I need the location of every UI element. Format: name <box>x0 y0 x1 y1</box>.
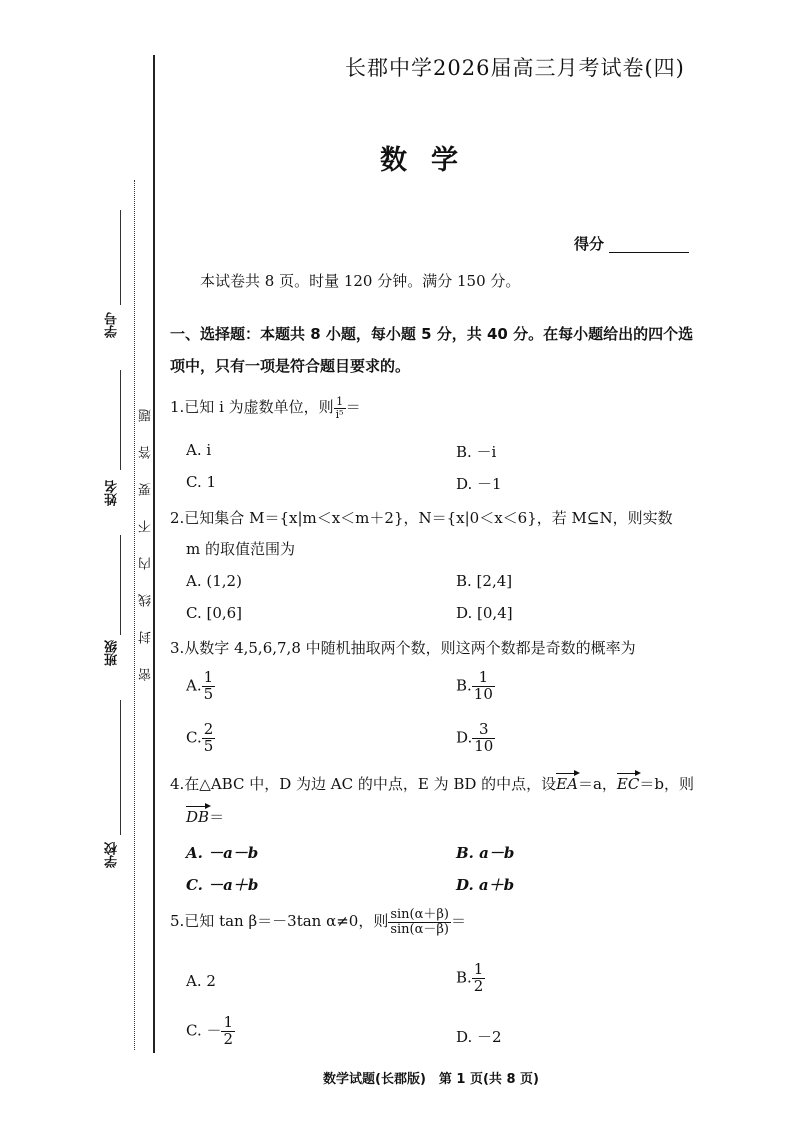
question-3-option-b: B. $\frac{1}{10}$ <box>456 668 493 703</box>
question-5-option-b: B. $\frac{1}{2}$ <box>456 960 484 995</box>
question-5-option-a: A. 2 <box>186 972 216 990</box>
question-1-fraction: $\frac{1}{\text{i⁵}}$ <box>335 395 344 421</box>
question-2-stem-cont: m 的取值范围为 <box>186 540 295 558</box>
question-3-option-c: C. $\frac{2}{5}$ <box>186 720 214 755</box>
question-4-option-d: D. a＋b <box>456 876 515 894</box>
field-school-line <box>120 700 121 835</box>
seal-warning: 密封线内不要答题 <box>139 385 154 681</box>
question-5-stem: 5.已知 tan β＝－3tan α≠0，则 $\frac{\sin(\alpha+\beta)}{\sin(\alpha-\beta)}$ ＝ <box>170 907 466 937</box>
question-1: 1.已知 i 为虚数单位，则 $\frac{1}{\text{i⁵}}$ ＝ <box>170 395 361 421</box>
question-2-option-d: D. [0,4] <box>456 604 513 622</box>
field-class-line <box>120 535 121 635</box>
question-3-option-d: D. $\frac{3}{10}$ <box>456 720 494 755</box>
question-1-option-c: C. 1 <box>186 473 217 491</box>
question-4-stem-cont: DB＝ <box>186 808 225 826</box>
vector-db: DB <box>186 808 210 826</box>
question-4-option-a: A. －a－b <box>186 844 259 862</box>
score-blank <box>609 252 689 253</box>
page-footer: 数学试题(长郡版) 第 1 页(共 8 页) <box>323 1072 539 1087</box>
question-1-option-b: B. －i <box>456 443 497 461</box>
question-2-option-c: C. [0,6] <box>186 604 243 622</box>
subject-title: 数学 <box>380 145 482 176</box>
field-student-id-label: 学号 <box>105 312 120 338</box>
question-4-option-b: B. a－b <box>456 844 515 862</box>
field-school-label: 学校 <box>105 842 120 868</box>
question-3-stem: 3.从数字 4,5,6,7,8 中随机抽取两个数，则这两个数都是奇数的概率为 <box>170 639 636 657</box>
question-5-fraction: $\frac{\sin(\alpha+\beta)}{\sin(\alpha-\beta)}$ <box>390 907 449 937</box>
exam-info: 本试卷共 8 页。时量 120 分钟。满分 150 分。 <box>200 272 521 290</box>
question-5-option-c: C. － $\frac{1}{2}$ <box>186 1013 234 1048</box>
question-1-stem: 1.已知 i 为虚数单位，则 <box>170 398 334 417</box>
question-1-option-a: A. i <box>186 441 212 459</box>
section-instructions: 一、选择题：本题共 8 小题，每小题 5 分，共 40 分。在每小题给出的四个选项中，只有一项是符合题目要求的。 <box>170 325 694 375</box>
field-class-label: 班级 <box>105 640 120 666</box>
question-1-option-d: D. －1 <box>456 475 502 493</box>
question-3-option-a: A. $\frac{1}{5}$ <box>186 668 214 703</box>
field-name-line <box>120 370 121 470</box>
question-4-option-c: C. －a＋b <box>186 876 259 894</box>
field-name-label: 姓名 <box>105 480 120 506</box>
question-2-stem: 2.已知集合 M＝{x|m＜x＜m＋2}，N＝{x|0＜x＜6}，若 M⊆N，则实数 <box>170 509 673 527</box>
question-2-option-b: B. [2,4] <box>456 572 513 590</box>
vector-ea: EA <box>556 775 578 793</box>
seal-dotted-line <box>134 180 135 1050</box>
question-5-option-d: D. －2 <box>456 1028 502 1046</box>
question-4-stem: 4.在△ABC 中，D 为边 AC 的中点，E 为 BD 的中点，设EA＝a，EC＝b，则 <box>170 775 694 793</box>
question-2-option-a: A. (1,2) <box>186 572 242 590</box>
field-student-id-line <box>120 210 121 305</box>
vector-ec: EC <box>616 775 640 793</box>
score-label: 得分 <box>574 235 605 253</box>
exam-title: 长郡中学2026届高三月考试卷(四) <box>345 56 685 80</box>
